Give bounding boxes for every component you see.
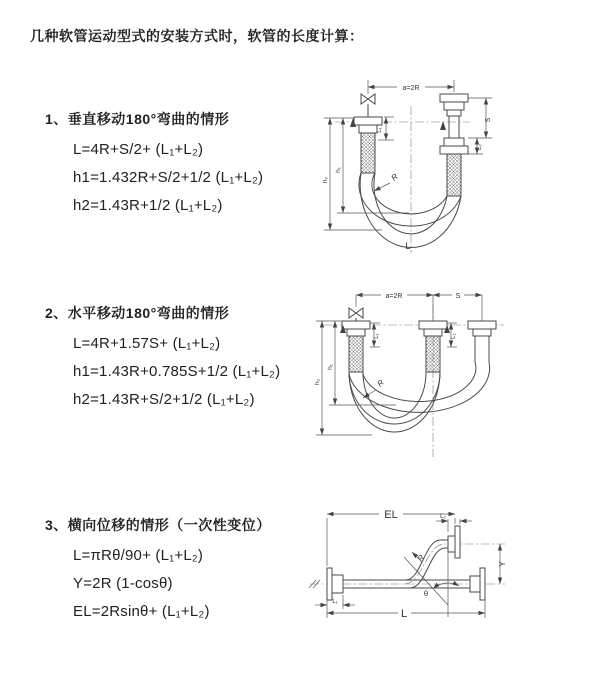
dim-label-theta: θ	[423, 589, 429, 598]
l1-dimension	[370, 323, 380, 347]
left-pipe-fitting	[342, 321, 370, 372]
valve-symbol	[349, 308, 363, 321]
section-1-heading: 1、垂直移动180°弯曲的情形	[45, 111, 230, 127]
right-flange-original-position	[470, 568, 485, 600]
dim-label-a2r: a=2R	[402, 85, 420, 92]
diagram-horizontal-180-bend	[308, 285, 600, 470]
y-dimension	[498, 544, 507, 584]
dim-label-l1: L₁	[374, 333, 380, 339]
dim-label-l2: L₂	[477, 144, 483, 150]
radius-callout	[374, 172, 400, 191]
top-dimension	[368, 80, 454, 94]
dim-label-h1: h₁	[327, 364, 334, 370]
hose-u-loops	[349, 362, 490, 432]
dim-label-l1: L₁	[377, 127, 383, 133]
up-arrow-right	[440, 121, 446, 130]
formula-h2: h2=1.43R+S/2+1/2 (L₁+L₂)	[73, 391, 255, 408]
section-vertical-movement	[45, 109, 345, 225]
dim-label-s: S	[455, 293, 461, 300]
dim-label-l: L	[405, 241, 411, 252]
formula-h2: h2=1.43R+1/2 (L₁+L₂)	[73, 197, 223, 214]
dim-label-r: R	[375, 377, 386, 389]
hose-u-loops	[359, 173, 461, 248]
valve-symbol	[361, 94, 375, 117]
formula-length: L=πRθ/90+ (L₁+L₂)	[73, 547, 204, 564]
dim-label-r: R	[389, 171, 400, 183]
section-2-heading: 2、水平移动180°弯曲的情形	[45, 305, 230, 321]
middle-pipe-fitting	[419, 321, 447, 372]
l2-dimension	[436, 514, 472, 532]
l1-dimension	[315, 595, 355, 609]
formula-el: EL=2Rsinθ+ (L₁+L₂)	[73, 603, 210, 620]
dim-label-l2: L₂	[451, 333, 457, 339]
diagram-vertical-180-bend	[310, 70, 600, 260]
dim-label-l: L	[400, 608, 408, 620]
el-dimension	[327, 508, 455, 566]
dim-label-h2: h₂	[314, 378, 321, 386]
dim-label-l1: L₁	[332, 599, 338, 605]
dim-label-el: EL	[384, 509, 398, 521]
dim-label-h2: h₂	[322, 176, 329, 184]
dim-label-l2: L₂	[440, 514, 446, 520]
l-dimension	[327, 588, 485, 620]
dim-label-a2r: a=2R	[385, 293, 403, 300]
dim-label-h1: h₁	[335, 167, 342, 173]
formula-h1: h1=1.43R+0.785S+1/2 (L₁+L₂)	[73, 363, 281, 380]
formula-y: Y=2R (1-cosθ)	[73, 575, 173, 592]
diagram-lateral-displacement	[300, 498, 600, 673]
left-pipe-fitting	[354, 117, 382, 173]
upper-flange-displaced-position	[448, 526, 460, 558]
l2-dimension	[447, 323, 457, 347]
shifted-pipe-fitting	[468, 321, 496, 362]
dim-label-r: R	[415, 553, 427, 564]
dim-label-s: S	[485, 117, 492, 123]
formula-length: L=4R+1.57S+ (L₁+L₂)	[73, 335, 221, 352]
left-flange	[327, 568, 343, 600]
section-3-heading: 3、横向位移的情形（一次性变位）	[45, 517, 271, 533]
formula-h1: h1=1.432R+S/2+1/2 (L₁+L₂)	[73, 169, 264, 186]
dim-label-y: Y	[498, 561, 507, 567]
page-title: 几种软管运动型式的安装方式时，软管的长度计算：	[30, 28, 364, 44]
section-horizontal-movement	[45, 303, 345, 419]
formula-length: L=4R+S/2+ (L₁+L₂)	[73, 141, 204, 158]
right-pipe-fitting	[440, 94, 468, 196]
top-dimension	[356, 290, 482, 321]
